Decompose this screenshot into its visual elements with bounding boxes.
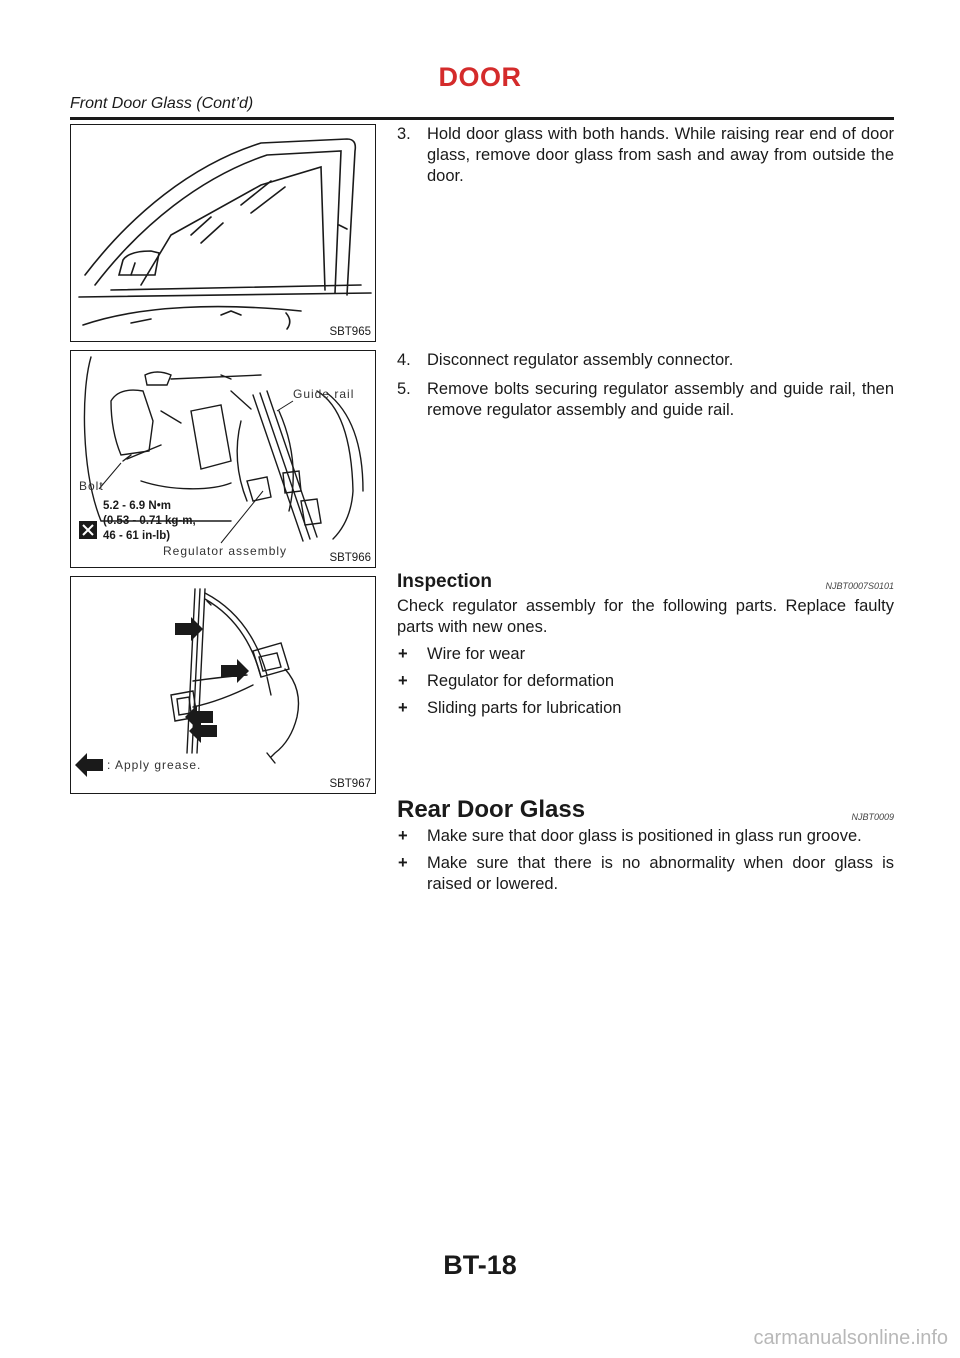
page-subtitle: Front Door Glass (Cont’d) — [70, 95, 254, 112]
header-divider — [70, 117, 894, 120]
list-item-text: Sliding parts for lubrication — [427, 699, 622, 717]
torque-line-2: (0.53 - 0.71 kg-m, — [103, 515, 196, 527]
step-text: Remove bolts securing regulator assembly and guide rail, then remove regulator assembly and guide rail. — [427, 380, 894, 419]
list-item — [397, 698, 894, 719]
list-item — [397, 853, 894, 895]
bullet-symbol: + — [398, 699, 408, 717]
inspection-intro: Check regulator assembly for the following parts. Replace faulty parts with new ones. — [397, 597, 894, 636]
figure-regulator-removal — [70, 350, 376, 568]
step-number: 3. — [397, 125, 411, 143]
label-regulator-assembly: Regulator assembly — [163, 544, 288, 558]
step-3-block — [397, 124, 894, 195]
step-5 — [397, 379, 894, 421]
figure-door-glass — [70, 124, 376, 342]
watermark: carmanualsonline.info — [753, 1327, 948, 1349]
door-glass-illustration — [71, 125, 375, 341]
torque-line-3: 46 - 61 in-lb) — [103, 530, 171, 542]
inspection-heading — [397, 571, 894, 595]
list-item-text: Regulator for deformation — [427, 672, 615, 690]
step-3 — [397, 124, 894, 187]
label-guide-rail: Guide rail — [293, 387, 355, 401]
bullet-symbol: + — [398, 854, 408, 872]
figure-code: SBT966 — [329, 552, 371, 564]
label-bolt: Bolt — [79, 479, 104, 493]
step-text: Disconnect regulator assembly connector. — [427, 351, 734, 369]
bullet-symbol: + — [398, 672, 408, 690]
figure-code: SBT967 — [329, 778, 371, 790]
list-item — [397, 826, 894, 847]
step-number: 4. — [397, 351, 411, 369]
list-item-text: Make sure that door glass is positioned in glass run groove. — [427, 827, 862, 845]
steps-4-5-block — [397, 350, 894, 429]
list-item — [397, 671, 894, 692]
figure-grease-points — [70, 576, 376, 794]
inspection-code: NJBT0007S0101 — [825, 581, 894, 591]
inspection-heading-text: Inspection — [397, 571, 493, 592]
step-text: Hold door glass with both hands. While raising rear end of door glass, remove door glass from sash and away from outside the door. — [427, 125, 894, 185]
page-title: DOOR — [438, 62, 522, 92]
rear-door-heading-text: Rear Door Glass — [397, 796, 586, 823]
list-item — [397, 644, 894, 665]
bullet-symbol: + — [398, 827, 408, 845]
torque-line-1: 5.2 - 6.9 N•m — [103, 500, 171, 512]
legend-apply-grease: : Apply grease. — [107, 758, 202, 772]
list-item-text: Wire for wear — [427, 645, 526, 663]
rear-door-body — [397, 826, 894, 901]
rear-door-code: NJBT0009 — [851, 812, 894, 822]
list-item-text: Make sure that there is no abnormality when door glass is raised or lowered. — [427, 854, 894, 893]
step-number: 5. — [397, 380, 411, 398]
figure-code: SBT965 — [329, 326, 371, 338]
step-4 — [397, 350, 894, 371]
page-number: BT-18 — [443, 1250, 517, 1280]
inspection-body — [397, 596, 894, 725]
rear-door-heading — [397, 796, 894, 826]
bullet-symbol: + — [398, 645, 408, 663]
